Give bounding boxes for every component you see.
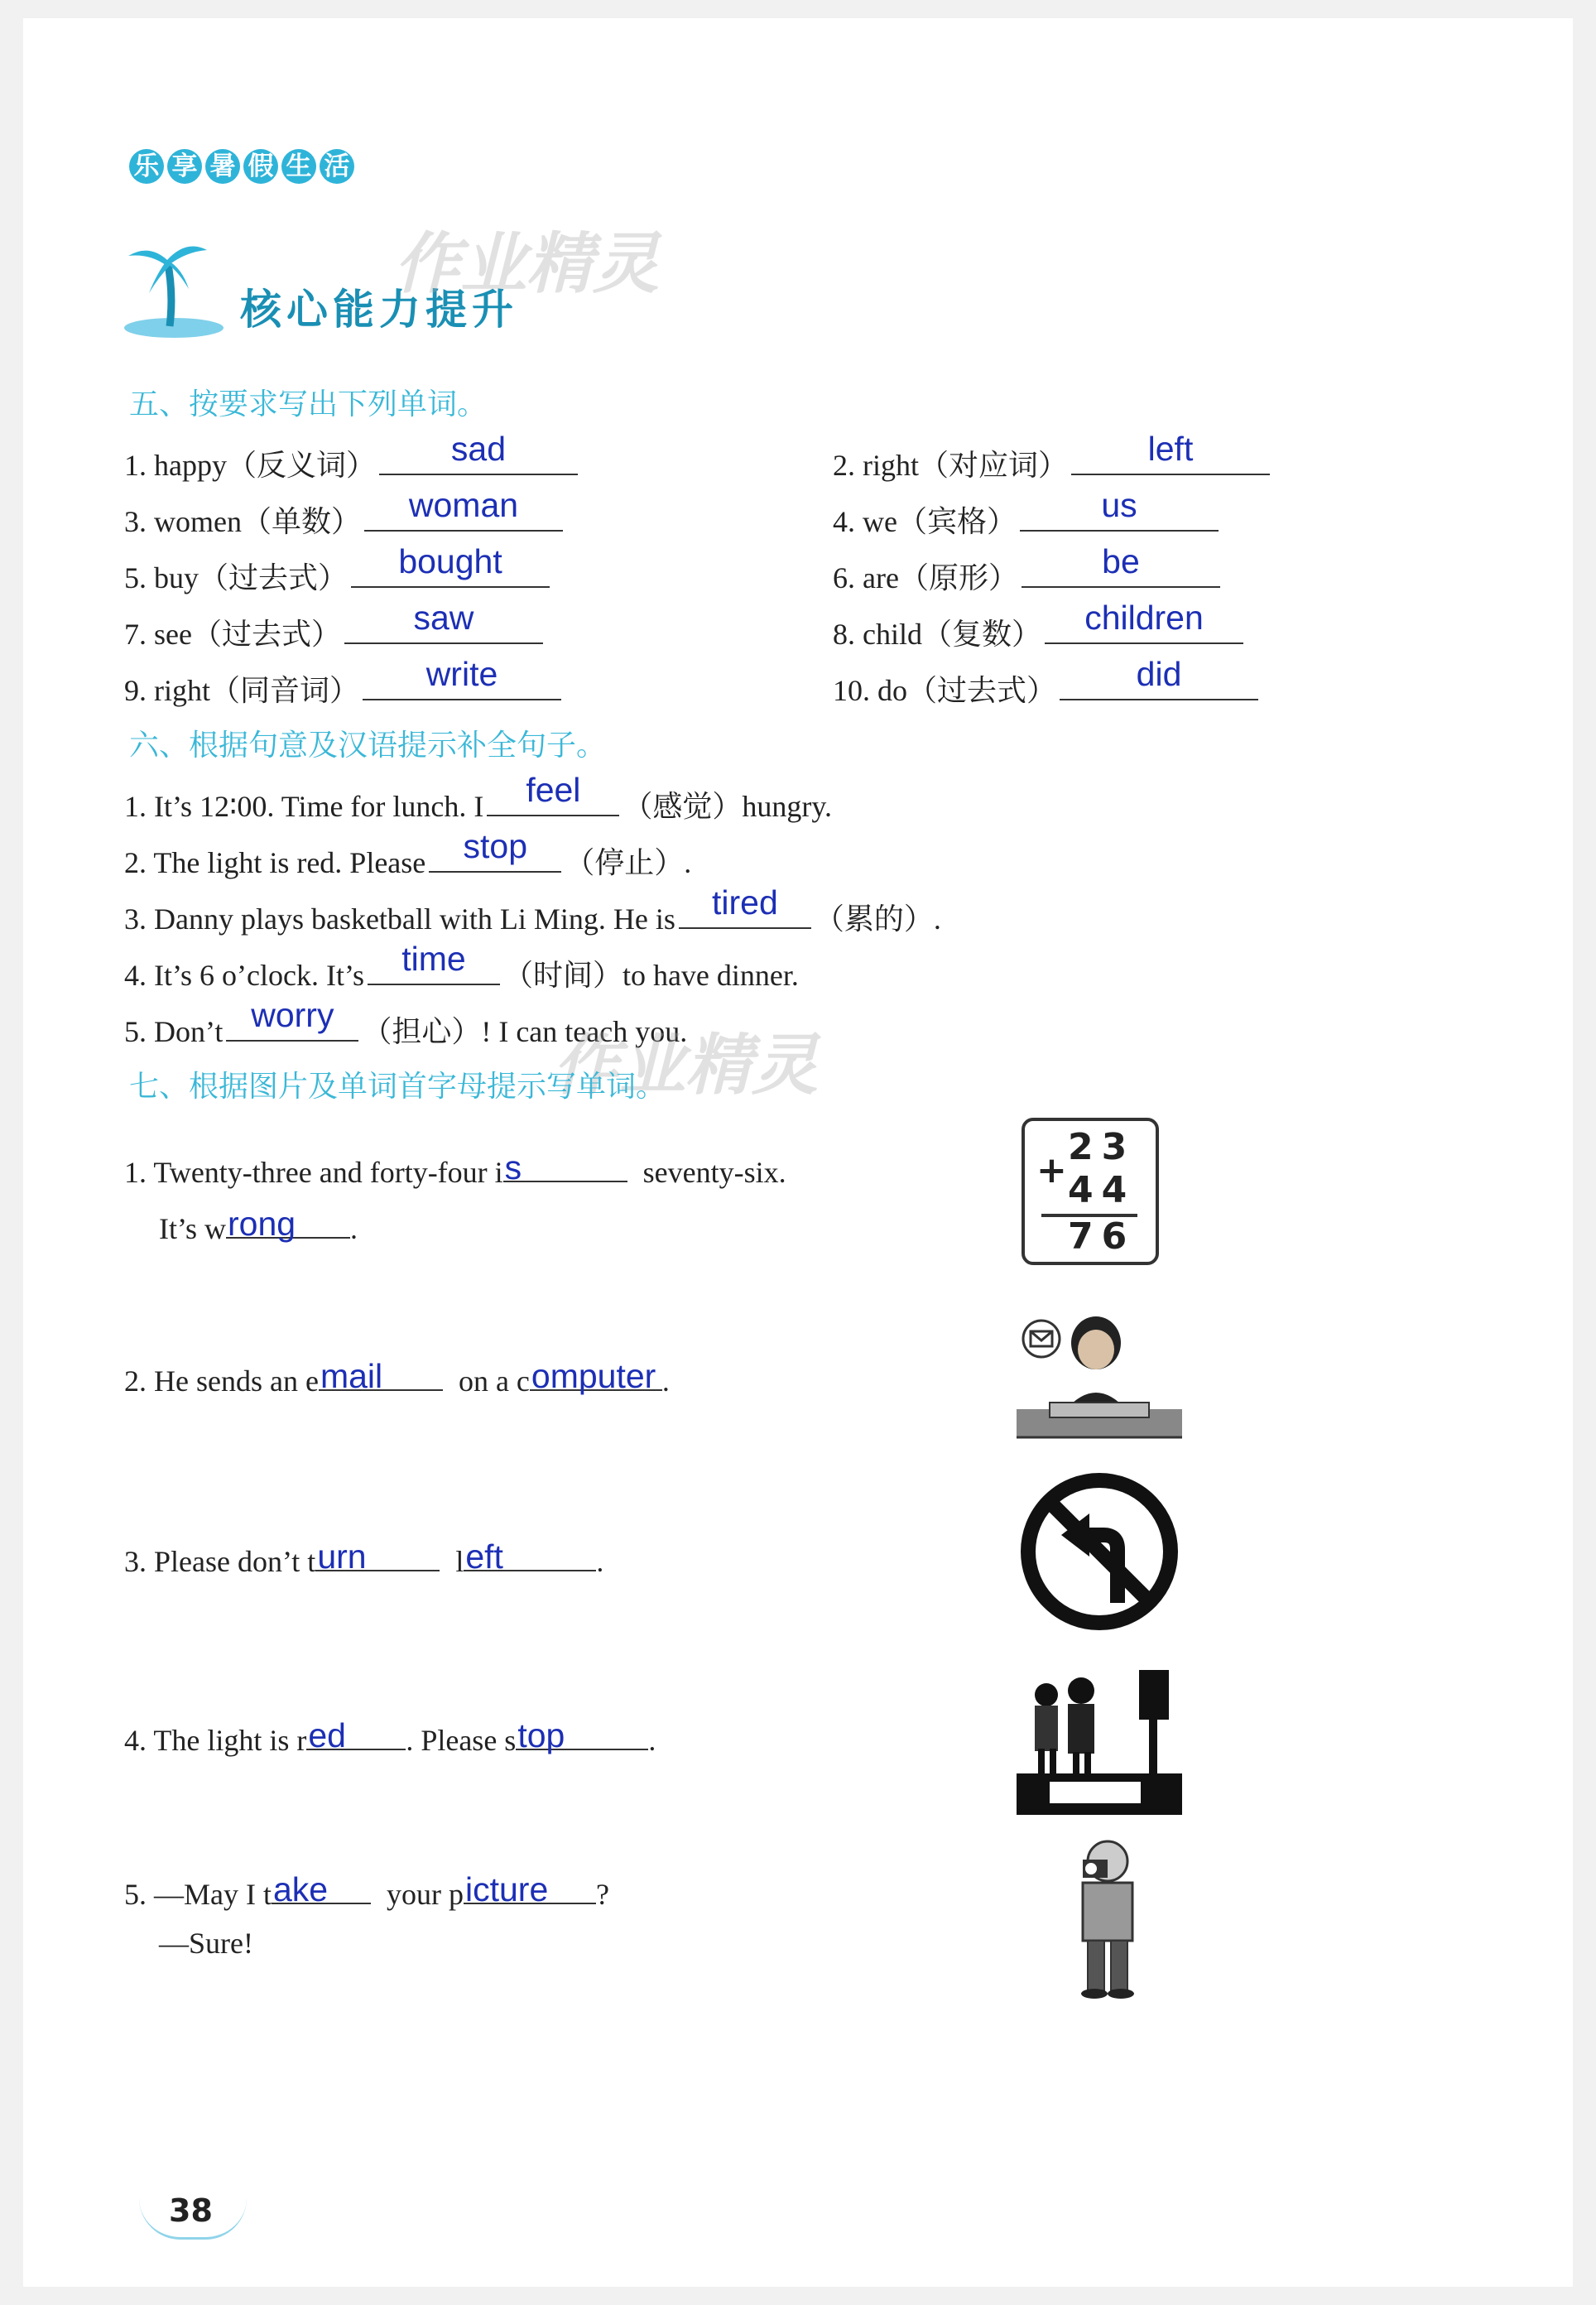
answer-blank[interactable] — [1060, 655, 1258, 700]
s5-item — [124, 430, 581, 484]
s5-item — [124, 599, 546, 653]
no-left-turn-sign-icon — [1018, 1470, 1180, 1633]
s7-text: . — [350, 1212, 358, 1245]
answer: feel — [526, 771, 581, 809]
s6-item — [124, 883, 941, 938]
answer: children — [1084, 599, 1204, 637]
header-tag — [129, 149, 358, 184]
s7-q3 — [124, 1537, 603, 1579]
watermark: 作业精灵 — [553, 1027, 818, 1104]
s5-prompt: 3. women（单数） — [124, 505, 361, 538]
answer: us — [1101, 486, 1137, 524]
section7-title: 七、根据图片及单词首字母提示写单词。 — [129, 1070, 666, 1104]
s5-prompt: 8. child（复数） — [833, 618, 1041, 651]
s6-text: 4. It’s 6 o’clock. It’s — [124, 959, 364, 992]
answer: ake — [272, 1870, 329, 1908]
s7-q1-line1 — [124, 1148, 786, 1190]
person-with-camera-picture — [1050, 1836, 1166, 2002]
answer-blank[interactable] — [1045, 599, 1243, 644]
s6-item — [124, 940, 799, 994]
watermark: 作业精灵 — [394, 225, 659, 302]
s6-text: 3. Danny plays basketball with Li Ming. He is — [124, 902, 675, 936]
answer-blank[interactable] — [315, 1537, 440, 1576]
tag-char: 生 — [281, 149, 316, 184]
s7-text: 1. Twenty-three and forty-four i — [124, 1156, 503, 1189]
answer-blank[interactable] — [379, 430, 578, 475]
answer: woman — [408, 486, 519, 524]
answer-blank[interactable] — [351, 542, 550, 588]
s5-item — [833, 655, 1262, 710]
s5-prompt: 2. right（对应词） — [833, 449, 1068, 482]
s7-text: 3. Please don’t t — [124, 1545, 316, 1578]
arith-result: 76 — [1068, 1215, 1136, 1258]
red-light-picture — [1017, 1666, 1182, 1815]
s5-prompt: 7. see（过去式） — [124, 618, 341, 651]
s6-text: （感觉）hungry. — [623, 790, 833, 823]
s7-q5-reply: —Sure! — [159, 1927, 253, 1960]
s6-text: （停止）. — [565, 846, 692, 879]
s7-text: . Please s — [406, 1724, 517, 1757]
tag-char: 享 — [167, 149, 202, 184]
answer-blank[interactable] — [1071, 430, 1270, 475]
answer: tired — [712, 883, 778, 922]
computer-email-picture — [1017, 1310, 1182, 1442]
answer-blank[interactable] — [344, 599, 543, 644]
answer: saw — [413, 599, 474, 637]
answer: icture — [464, 1870, 549, 1908]
answer-blank[interactable] — [272, 1870, 371, 1908]
s5-prompt: 6. are（原形） — [833, 561, 1018, 594]
page-number-badge — [139, 2187, 247, 2240]
answer-blank[interactable] — [530, 1356, 662, 1395]
s7-text: your p — [386, 1878, 464, 1911]
answer-blank[interactable] — [1020, 486, 1219, 532]
answer-blank[interactable] — [503, 1148, 627, 1186]
s5-item — [833, 486, 1222, 541]
answer-blank[interactable] — [516, 1716, 648, 1754]
answer-blank[interactable] — [464, 1537, 596, 1576]
s6-text: （累的）. — [814, 902, 941, 936]
workbook-page — [23, 18, 1573, 2287]
plus-sign: + — [1036, 1149, 1075, 1191]
s7-q1-line2 — [159, 1204, 358, 1246]
answer: ed — [308, 1716, 346, 1754]
s5-prompt: 10. do（过去式） — [833, 674, 1057, 707]
s6-text: 5. Don’t — [124, 1015, 224, 1048]
s6-item — [124, 771, 833, 825]
s7-text: 2. He sends an e — [124, 1364, 319, 1398]
tag-char: 活 — [320, 149, 354, 184]
s6-item — [124, 827, 692, 882]
answer-blank[interactable] — [679, 883, 811, 929]
answer: mail — [320, 1357, 383, 1395]
tag-char: 暑 — [205, 149, 240, 184]
s5-prompt: 4. we（宾格） — [833, 505, 1017, 538]
answer-blank[interactable] — [1022, 542, 1220, 588]
answer: urn — [317, 1537, 367, 1576]
s5-item — [833, 542, 1223, 597]
s7-q2 — [124, 1356, 670, 1398]
s7-text: . — [661, 1364, 670, 1398]
s7-q4 — [124, 1716, 656, 1758]
answer-blank[interactable] — [429, 827, 561, 873]
answer: left — [1147, 430, 1194, 468]
s7-text: It’s w — [159, 1212, 226, 1245]
s7-text: 4. The light is r — [124, 1724, 307, 1757]
s7-text: on a c — [458, 1364, 530, 1398]
answer: sad — [450, 430, 507, 468]
page-number: 38 — [169, 2192, 213, 2229]
s7-text: l — [455, 1545, 464, 1578]
s7-text: 5. —May I t — [124, 1878, 272, 1911]
arithmetic-picture — [1022, 1118, 1159, 1265]
answer: worry — [251, 996, 334, 1034]
answer: stop — [463, 827, 528, 865]
palm-tree-icon — [124, 235, 248, 343]
s5-prompt: 9. right（同音词） — [124, 674, 359, 707]
s5-prompt: 1. happy（反义词） — [124, 449, 376, 482]
answer-blank[interactable] — [363, 655, 561, 700]
arith-mid: 44 — [1068, 1169, 1136, 1211]
s6-text: （时间）to have dinner. — [502, 959, 799, 992]
answer: s — [504, 1148, 522, 1186]
answer-blank[interactable] — [364, 486, 563, 532]
answer: time — [401, 940, 466, 978]
s5-item — [124, 655, 565, 710]
answer-blank[interactable] — [464, 1870, 596, 1908]
section5-title: 五、按要求写出下列单词。 — [129, 387, 488, 421]
s5-item — [833, 430, 1273, 484]
s7-q5 — [124, 1870, 609, 1912]
s7-text: . — [596, 1545, 604, 1578]
s7-text: seventy-six. — [642, 1156, 786, 1189]
answer-blank[interactable] — [306, 1716, 406, 1754]
s7-text: ? — [595, 1878, 609, 1911]
answer: bought — [398, 542, 502, 580]
answer: be — [1102, 542, 1140, 580]
s6-text: 1. It’s 12∶00. Time for lunch. I — [124, 790, 484, 823]
s7-text: . — [648, 1724, 656, 1757]
answer: rong — [228, 1205, 296, 1243]
arith-top: 23 — [1068, 1126, 1136, 1168]
section6-title: 六、根据句意及汉语提示补全句子。 — [129, 729, 607, 763]
answer-blank[interactable] — [487, 771, 619, 816]
s6-text: 2. The light is red. Please — [124, 846, 426, 879]
answer: write — [425, 655, 498, 693]
s5-prompt: 5. buy（过去式） — [124, 561, 349, 594]
answer-blank[interactable] — [226, 996, 358, 1042]
answer: eft — [465, 1537, 503, 1576]
answer: omputer — [531, 1357, 656, 1395]
answer-blank[interactable] — [368, 940, 500, 985]
tag-char: 乐 — [129, 149, 164, 184]
answer-blank[interactable] — [319, 1356, 443, 1395]
banner-title: 核心能力提升 — [240, 286, 518, 334]
answer: top — [517, 1716, 565, 1754]
s5-item — [833, 599, 1247, 653]
answer-blank[interactable] — [226, 1204, 350, 1243]
s6-text: （担心）! I can teach you. — [362, 1015, 688, 1048]
s5-item — [124, 542, 553, 597]
answer: did — [1136, 655, 1182, 693]
tag-char: 假 — [243, 149, 278, 184]
s5-item — [124, 486, 566, 541]
